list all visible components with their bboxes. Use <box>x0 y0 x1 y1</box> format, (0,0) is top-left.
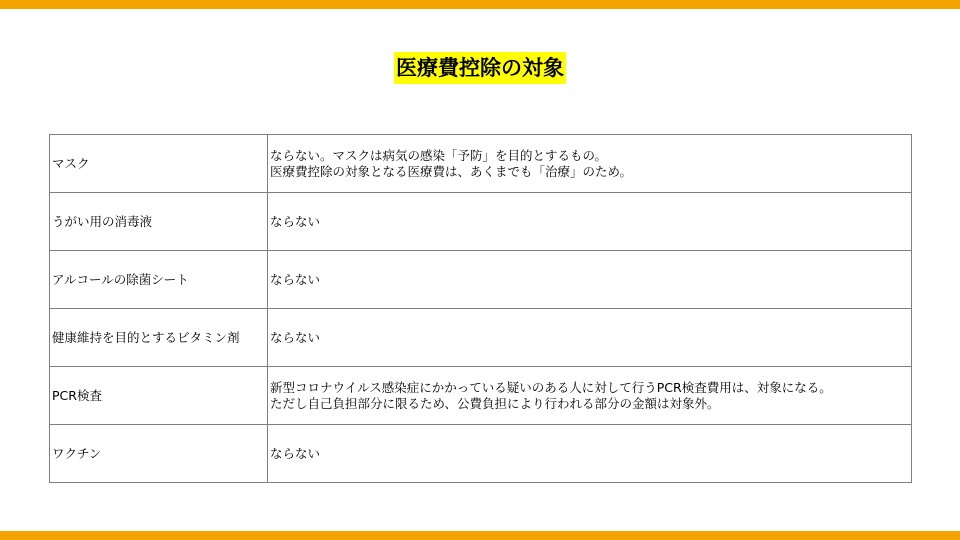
table-row <box>50 309 912 367</box>
table-row <box>50 367 912 425</box>
description-line: 医療費控除の対象となる医療費は、あくまでも「治療」のため。 <box>270 163 633 179</box>
table-row <box>50 135 912 193</box>
description-line: ならない <box>270 271 321 287</box>
description-cell <box>268 367 912 425</box>
description-line: ならない <box>270 445 321 461</box>
description-cell <box>268 309 912 367</box>
item-cell: PCR検査 <box>50 367 268 425</box>
item-cell: 健康維持を目的とするビタミン剤 <box>50 309 268 367</box>
table-row <box>50 193 912 251</box>
bottom-accent-bar <box>0 531 960 540</box>
item-cell: マスク <box>50 135 268 193</box>
description-line: 新型コロナウイルス感染症にかかっている疑いのある人に対して行うPCR検査費用は、対象になる。 <box>270 379 832 395</box>
description-line: ならない <box>270 213 321 229</box>
description-line: ただし自己負担部分に限るため、公費負担により行われる部分の金額は対象外。 <box>270 395 720 411</box>
top-accent-bar <box>0 0 960 9</box>
description-cell <box>268 135 912 193</box>
item-cell: アルコールの除菌シート <box>50 251 268 309</box>
description-line: ならない。マスクは病気の感染「予防」を目的とするもの。 <box>270 147 608 163</box>
description-cell <box>268 193 912 251</box>
title-area <box>0 52 960 84</box>
description-cell <box>268 425 912 483</box>
table-row <box>50 251 912 309</box>
description-line: ならない <box>270 329 321 345</box>
page-title: 医療費控除の対象 <box>394 52 566 84</box>
description-cell <box>268 251 912 309</box>
table-row <box>50 425 912 483</box>
item-cell: ワクチン <box>50 425 268 483</box>
deduction-table <box>49 134 912 483</box>
item-cell: うがい用の消毒液 <box>50 193 268 251</box>
